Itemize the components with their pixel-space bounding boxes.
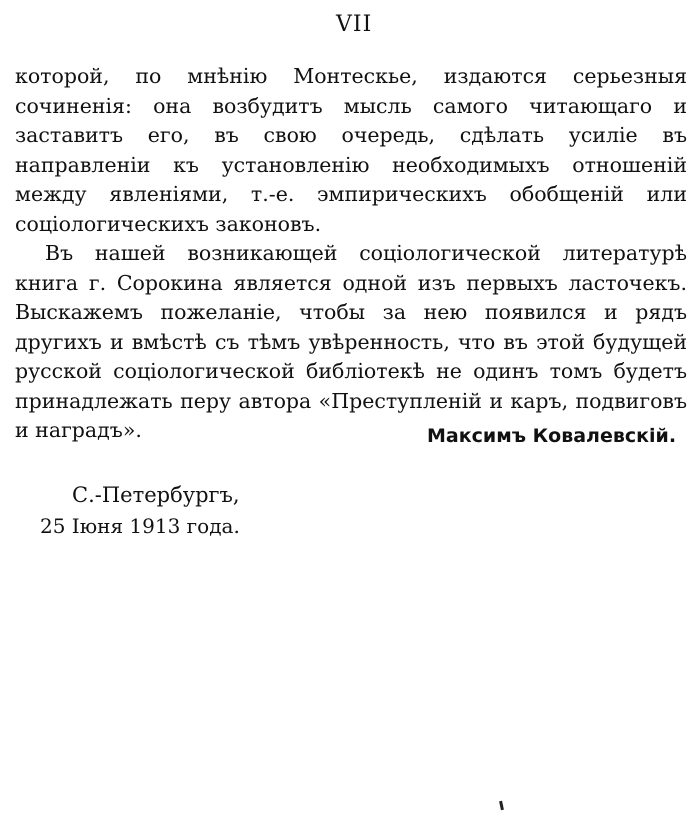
page-number: VII [336, 12, 373, 37]
paragraph-sorokin-book: Въ нашей возникающей соціологической литературѣ книга г. Сорокина является одной изъ первыхъ ласточекъ. Выскажемъ пожеланіе, чтобы за нею появился и рядъ другихъ и вмѣстѣ съ тѣмъ увѣренность, что въ этой будущей русской соціологической библіотекѣ не одинъ томъ будетъ принадлежать перу автора «Преступленій и каръ, подвиговъ и наградъ». [15, 241, 687, 442]
paragraph-continuation: которой, по мнѣнію Монтескье, издаются серьезныя сочиненія: она возбудитъ мысль самого читающаго и заставитъ его, въ свою очередь, сдѣлать усиліе въ направленіи къ установленію необходимыхъ отношеній между явленіями, т.-е. эмпирическихъ обобщеній или соціологическихъ законовъ. [15, 64, 687, 236]
ink-mark [499, 801, 504, 810]
date-line: 25 Іюня 1913 года. [40, 514, 240, 538]
main-text [15, 62, 687, 446]
author-signature: Максимъ Ковалевскій. [427, 425, 677, 447]
place-line: С.-Петербургъ, [72, 483, 240, 507]
